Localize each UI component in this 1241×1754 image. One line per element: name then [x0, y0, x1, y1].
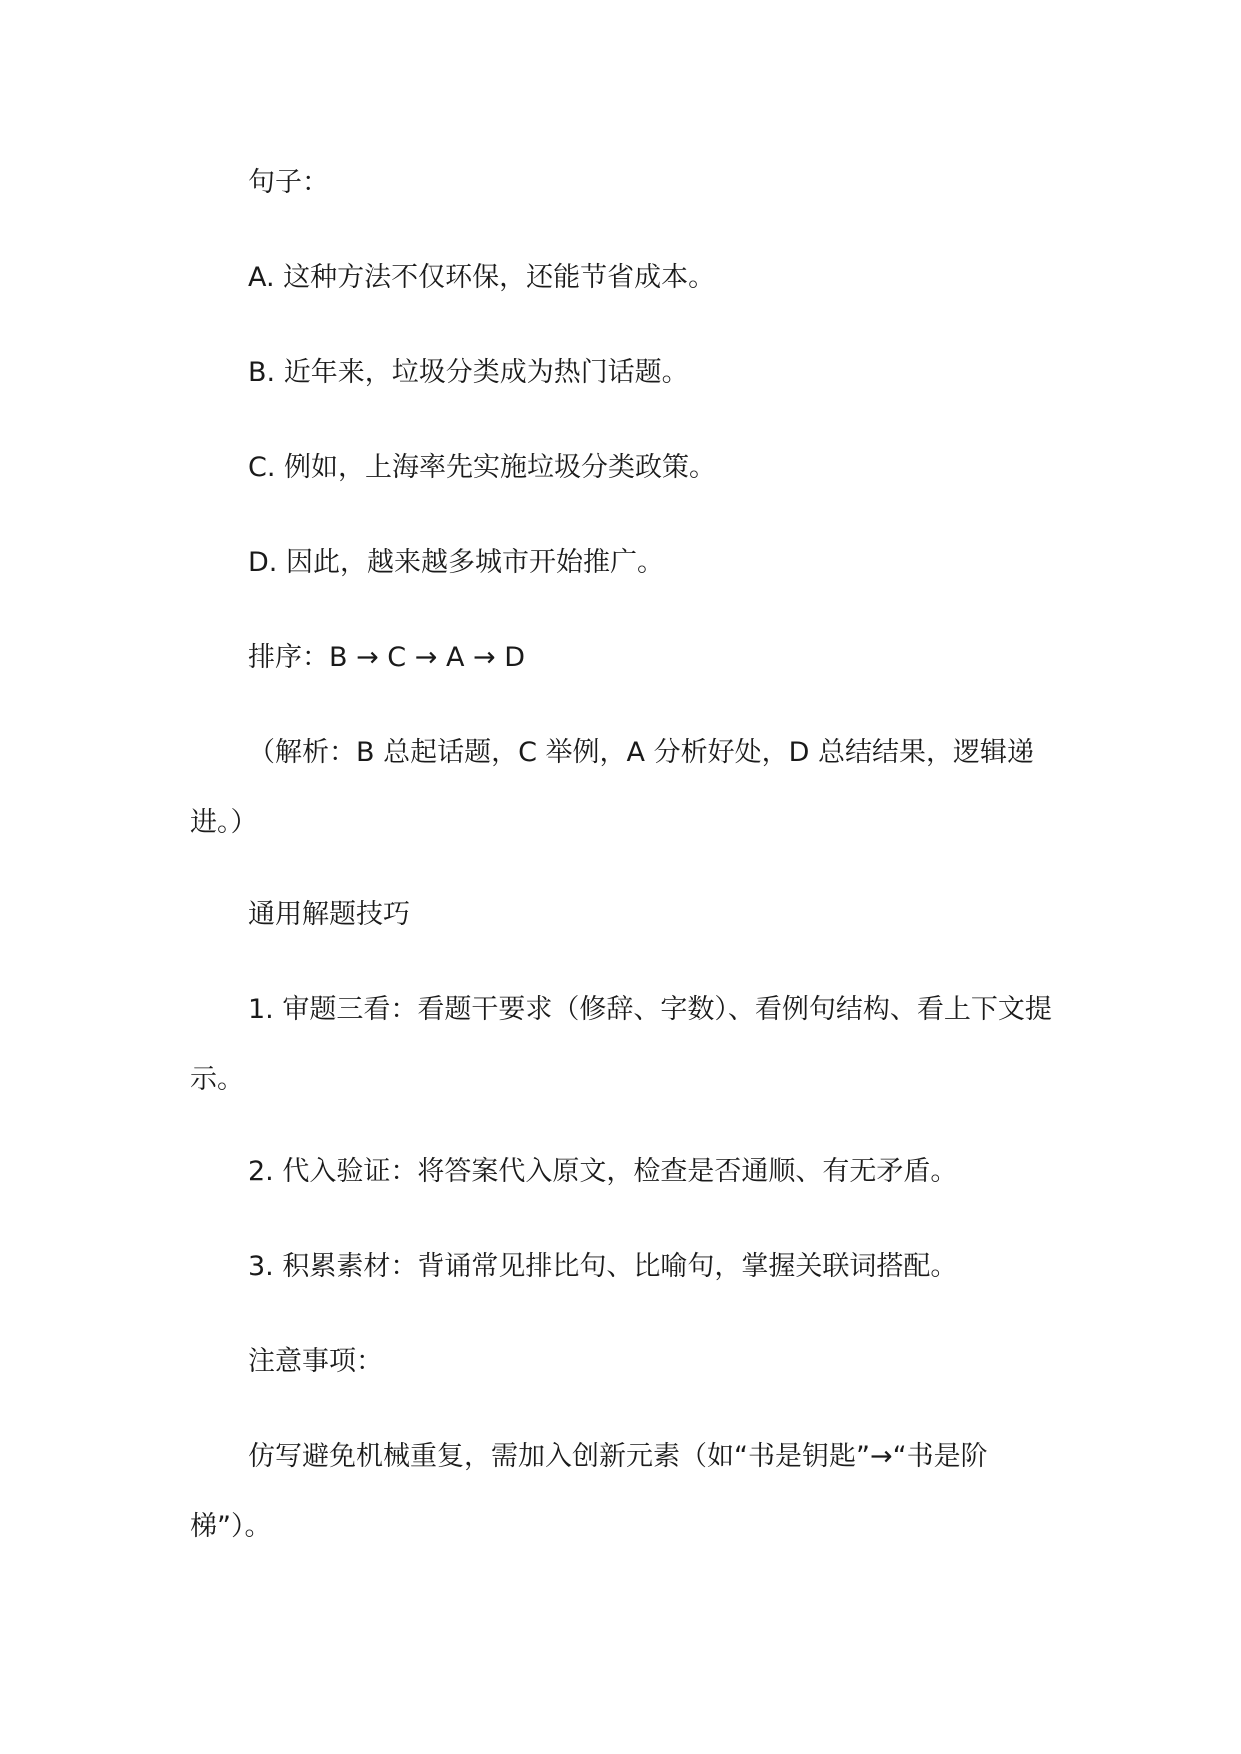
- ordering-answer: 排序：B → C → A → D: [248, 642, 526, 673]
- sentence-option-a: A. 这种方法不仅环保，还能节省成本。: [248, 262, 716, 293]
- heading-general-tips: 通用解题技巧: [248, 899, 410, 930]
- sentence-option-c: C. 例如，上海率先实施垃圾分类政策。: [248, 452, 717, 483]
- tip-item-2: 2. 代入验证：将答案代入原文，检查是否通顺、有无矛盾。: [248, 1156, 958, 1187]
- sentence-option-b: B. 近年来，垃圾分类成为热门话题。: [248, 357, 689, 388]
- heading-sentences: 句子：: [248, 167, 329, 198]
- heading-notes: 注意事项：: [248, 1346, 383, 1377]
- ordering-explanation: （解析：B 总起话题，C 举例，A 分析好处，D 总结结果，逻辑递进。）: [190, 737, 1034, 838]
- note-item: 仿写避免机械重复，需加入创新元素（如“书是钥匙”→“书是阶梯”）。: [190, 1441, 988, 1542]
- sentence-option-d: D. 因此，越来越多城市开始推广。: [248, 547, 664, 578]
- tip-item-1: 1. 审题三看：看题干要求（修辞、字数）、看例句结构、看上下文提示。: [190, 994, 1052, 1095]
- tip-item-3: 3. 积累素材：背诵常见排比句、比喻句，掌握关联词搭配。: [248, 1251, 958, 1282]
